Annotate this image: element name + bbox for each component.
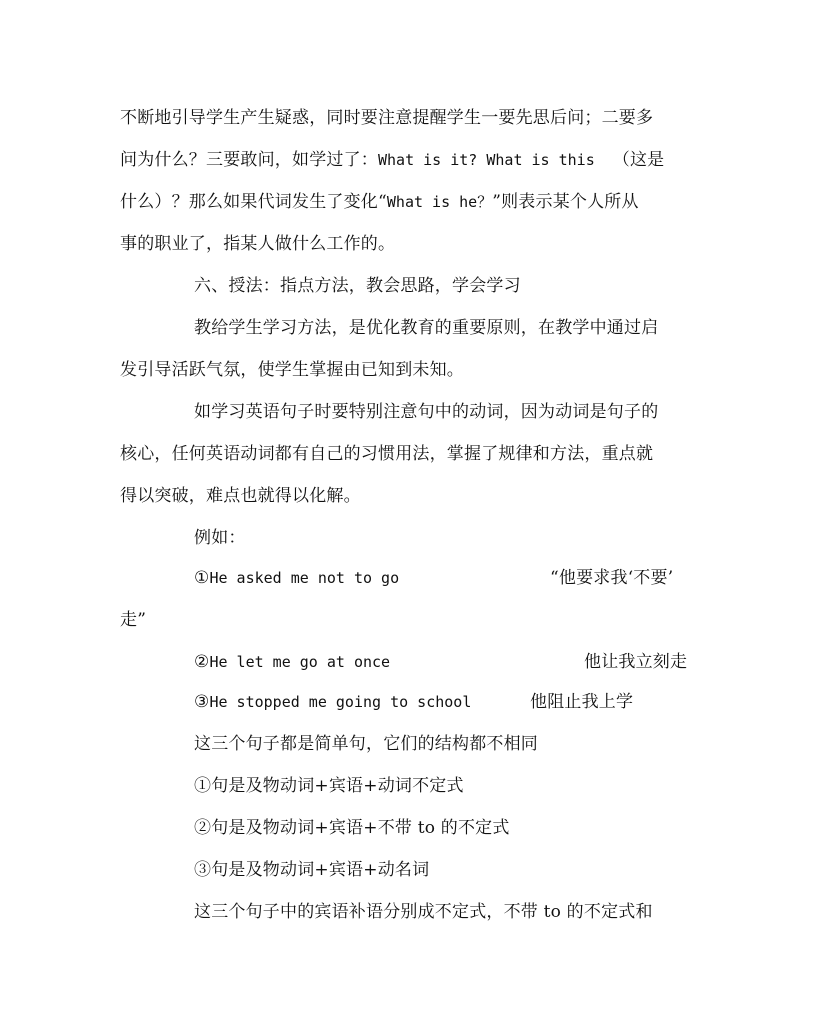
text-run: 这三个句子都是简单句，它们的结构都不相同 [194, 734, 538, 754]
english-sentence: He let me go at once [209, 653, 391, 671]
example-translation: 他阻止我上学 [530, 692, 634, 712]
paragraph-line [120, 148, 664, 172]
text-run: 发引导活跃气氛，使学生掌握由已知到未知。 [120, 360, 464, 380]
text-run: 问为什么？三要敢问，如学过了： [120, 150, 378, 170]
example-continuation [120, 608, 146, 632]
structure-line [194, 774, 464, 798]
text-run: 教给学生学习方法，是优化教育的重要原则，在教学中通过启 [194, 318, 659, 338]
paragraph-line [194, 732, 538, 756]
text-run: 核心，任何英语动词都有自己的习惯用法，掌握了规律和方法，重点就 [120, 444, 654, 464]
text-run: 这三个句子中的宾语补语分别成不定式，不带 to 的不定式和 [194, 902, 653, 922]
example-english [194, 566, 399, 590]
paragraph-line [120, 106, 653, 130]
example-number: ② [194, 652, 210, 672]
example-number: ③ [194, 692, 210, 712]
text-run: 不断地引导学生产生疑惑，同时要注意提醒学生一要先思后问；二要多 [120, 108, 654, 128]
structure-line [194, 816, 510, 840]
paragraph-line [120, 232, 395, 256]
text-run: 事的职业了，指某人做什么工作的。 [120, 234, 396, 254]
example-translation: 他让我立刻走 [584, 652, 688, 672]
section-heading [194, 274, 521, 298]
text-run: 例如： [194, 528, 246, 548]
example-english [194, 690, 471, 714]
example-english [194, 650, 390, 674]
paragraph-line [120, 190, 639, 214]
heading-text: 六、授法：指点方法，教会思路，学会学习 [194, 276, 521, 296]
paragraph-line [120, 358, 464, 382]
paragraph-line [194, 316, 658, 340]
english-phrase: What is it? What is this [378, 151, 595, 169]
paragraph-line [194, 900, 653, 924]
paragraph-line [120, 442, 653, 466]
paragraph-line [120, 484, 361, 508]
structure-line [194, 858, 429, 882]
text-run: （这是 [612, 150, 665, 170]
text-run: 什么）？那么如果代词发生了变化“ [120, 192, 387, 212]
text-run: ②句是及物动词+宾语+不带 to 的不定式 [194, 818, 510, 838]
english-phrase: What is he？ [386, 193, 493, 211]
text-run: ”则表示某个人所从 [492, 192, 639, 212]
example-number: ① [194, 568, 210, 588]
paragraph-line [194, 400, 658, 424]
english-sentence: He asked me not to go [209, 569, 400, 587]
text-run: 如学习英语句子时要特别注意句中的动词，因为动词是句子的 [194, 402, 659, 422]
text-run: 得以突破，难点也就得以化解。 [120, 486, 361, 506]
example-label [194, 526, 246, 550]
text-run: ①句是及物动词+宾语+动词不定式 [194, 776, 464, 796]
text-run: ③句是及物动词+宾语+动名词 [194, 860, 430, 880]
example-translation: “他要求我‘不要’ [550, 568, 674, 588]
text-run: 走” [120, 610, 147, 630]
english-sentence: He stopped me going to school [209, 693, 472, 711]
